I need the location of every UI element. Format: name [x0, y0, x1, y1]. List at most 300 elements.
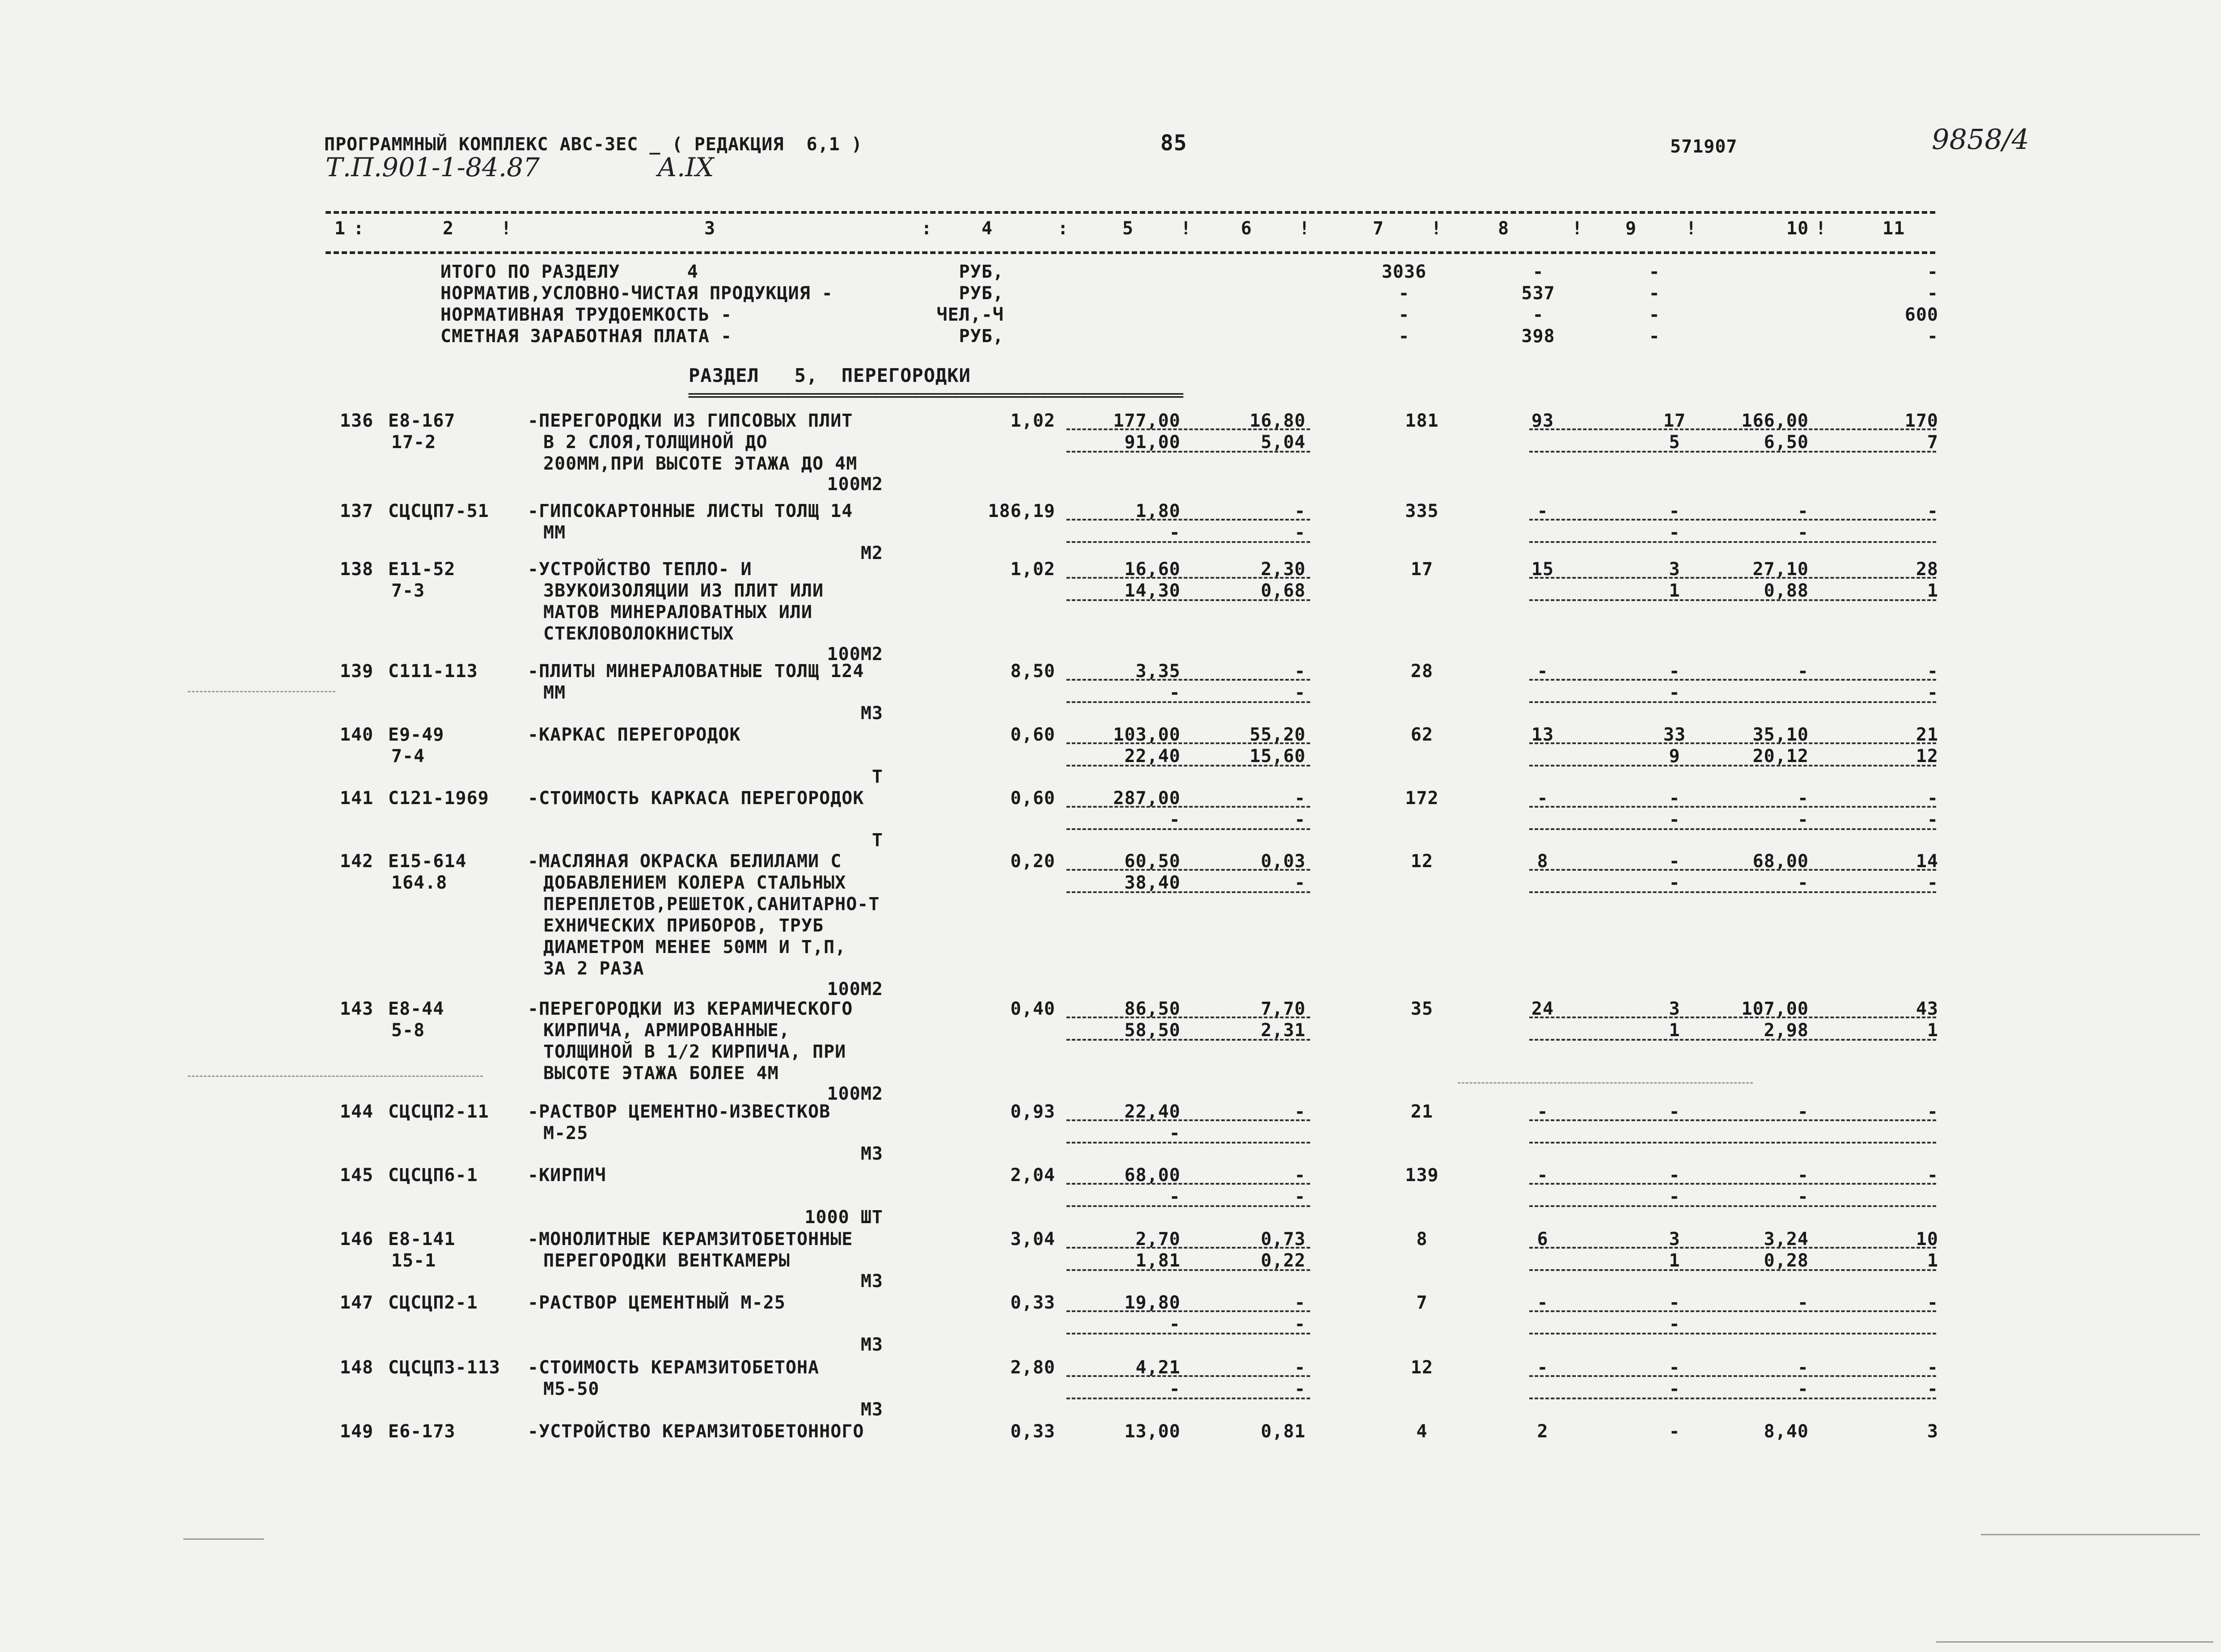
row-separator — [1529, 1269, 1936, 1271]
row-description: -СТОИМОСТЬ КЕРАМЗИТОБЕТОНА — [528, 1357, 820, 1378]
row-col10: 166,00 — [1741, 411, 1809, 431]
row-description: М5-50 — [543, 1379, 600, 1399]
row-col10-secondary: - — [1797, 873, 1809, 893]
summary-col9: - — [1649, 326, 1660, 347]
row-separator — [1529, 828, 1936, 830]
row-code: Е15-614 — [388, 851, 467, 872]
row-number: 143 — [340, 999, 374, 1019]
row-col10-secondary: - — [1797, 1186, 1809, 1207]
row-col6: 55,20 — [1249, 724, 1306, 745]
row-col5-secondary: 14,30 — [1124, 580, 1180, 601]
column-header-cell: ! — [1815, 218, 1827, 239]
row-code: 15-1 — [391, 1250, 436, 1271]
row-col11-secondary: - — [1927, 809, 1938, 830]
row-col11-secondary: - — [1927, 873, 1938, 893]
row-col6-secondary: - — [1294, 1314, 1306, 1334]
row-col5: 19,80 — [1124, 1292, 1180, 1313]
row-col8: - — [1537, 788, 1548, 809]
summary-col7: - — [1398, 305, 1410, 325]
row-code: 5-8 — [391, 1020, 425, 1041]
row-col8: - — [1537, 1101, 1548, 1122]
row-code: Е6-173 — [388, 1421, 456, 1442]
row-col6: - — [1294, 1165, 1306, 1186]
row-separator — [1529, 1039, 1936, 1041]
row-col9-secondary: - — [1669, 1314, 1680, 1334]
summary-label: ИТОГО ПО РАЗДЕЛУ 4 — [440, 262, 698, 282]
row-col10: - — [1797, 1165, 1809, 1186]
row-description: ЗВУКОИЗОЛЯЦИИ ИЗ ПЛИТ ИЛИ — [543, 580, 824, 601]
row-col6: 2,30 — [1261, 559, 1306, 580]
row-separator — [1066, 577, 1310, 579]
row-separator — [1066, 742, 1310, 744]
row-col11: 21 — [1916, 724, 1938, 745]
row-separator — [1066, 428, 1310, 430]
row-code: 17-2 — [391, 432, 436, 453]
row-code: СЦСЦП2-1 — [388, 1292, 478, 1313]
row-separator — [1529, 1205, 1936, 1207]
row-col11-secondary: - — [1927, 682, 1938, 703]
row-col8: - — [1537, 661, 1548, 682]
summary-col11: - — [1927, 262, 1938, 282]
column-header-cell: 10 — [1786, 218, 1809, 239]
row-col11: 43 — [1916, 999, 1938, 1019]
row-description: -ПЕРЕГОРОДКИ ИЗ ГИПСОВЫХ ПЛИТ — [528, 411, 853, 431]
row-col6-secondary: 0,68 — [1261, 580, 1306, 601]
row-separator — [1066, 1333, 1310, 1334]
row-col5-secondary: - — [1169, 809, 1180, 830]
row-col10-secondary: - — [1797, 522, 1809, 543]
row-separator — [1066, 869, 1310, 871]
row-separator — [1529, 451, 1936, 453]
row-col10: - — [1797, 661, 1809, 682]
row-description: ВЫСОТЕ ЭТАЖА БОЛЕЕ 4М — [543, 1063, 779, 1084]
row-col7: 28 — [1410, 661, 1434, 682]
summary-col9: - — [1649, 262, 1660, 282]
row-separator — [1066, 1039, 1310, 1041]
row-separator — [1529, 1333, 1936, 1334]
row-separator — [1066, 806, 1310, 808]
row-col6-secondary: - — [1294, 873, 1306, 893]
row-description: -ГИПСОКАРТОННЫЕ ЛИСТЫ ТОЛЩ 14 — [528, 501, 853, 521]
row-col5: 13,00 — [1124, 1421, 1180, 1442]
row-col6: - — [1294, 501, 1306, 521]
row-description: ЕХНИЧЕСКИХ ПРИБОРОВ, ТРУБ — [543, 915, 824, 936]
row-col11: - — [1927, 1101, 1938, 1122]
row-quantity: 0,20 — [1010, 851, 1055, 872]
row-col8: - — [1537, 1165, 1548, 1186]
row-number: 136 — [340, 411, 374, 431]
row-separator — [1529, 701, 1936, 703]
row-col6-secondary: - — [1294, 1186, 1306, 1207]
column-header-cell: ! — [1299, 218, 1311, 239]
row-col6: - — [1294, 661, 1306, 682]
row-number: 142 — [340, 851, 374, 872]
row-code: 7-4 — [391, 746, 425, 767]
row-unit: Т — [871, 830, 883, 851]
scan-mark — [188, 691, 335, 692]
row-description: -СТОИМОСТЬ КАРКАСА ПЕРЕГОРОДОК — [528, 788, 864, 809]
row-col10: 68,00 — [1752, 851, 1809, 872]
row-quantity: 2,80 — [1010, 1357, 1055, 1378]
row-col6: 16,80 — [1249, 411, 1306, 431]
row-description: -МАСЛЯНАЯ ОКРАСКА БЕЛИЛАМИ С — [528, 851, 842, 872]
row-col9: - — [1669, 788, 1680, 809]
row-col7: 335 — [1405, 501, 1439, 521]
row-quantity: 1,02 — [1010, 559, 1055, 580]
summary-col7: - — [1398, 326, 1410, 347]
row-col9-secondary: 1 — [1669, 1250, 1680, 1271]
row-quantity: 0,93 — [1010, 1101, 1055, 1122]
row-code: 164.8 — [391, 873, 448, 893]
summary-col8: 398 — [1521, 326, 1555, 347]
row-number: 140 — [340, 724, 374, 745]
row-separator — [1529, 806, 1936, 808]
column-header-cell: ! — [1180, 218, 1192, 239]
row-col10: - — [1797, 1292, 1809, 1313]
row-col9: 3 — [1669, 1229, 1680, 1250]
row-unit: М3 — [860, 1334, 883, 1355]
column-header-cell: 11 — [1883, 218, 1905, 239]
row-unit: 1000 ШТ — [804, 1207, 883, 1228]
summary-col9: - — [1649, 283, 1660, 304]
row-separator — [1066, 679, 1310, 681]
row-description: -УСТРОЙСТВО ТЕПЛО- И — [528, 559, 752, 580]
row-separator — [1066, 599, 1310, 601]
row-number: 147 — [340, 1292, 374, 1313]
row-col6-secondary: - — [1294, 1379, 1306, 1399]
row-description: -ПЛИТЫ МИНЕРАЛОВАТНЫЕ ТОЛЩ 124 — [528, 661, 864, 682]
row-separator — [1529, 1398, 1936, 1399]
scan-mark — [1981, 1534, 2200, 1535]
row-col10-secondary: 20,12 — [1752, 746, 1809, 767]
column-header-cell: 6 — [1241, 218, 1252, 239]
column-header-cell: 2 — [443, 218, 454, 239]
row-col9-secondary: 5 — [1669, 432, 1680, 453]
summary-label: НОРМАТИВНАЯ ТРУДОЕМКОСТЬ - — [440, 305, 732, 325]
row-number: 138 — [340, 559, 374, 580]
row-col8: 24 — [1531, 999, 1554, 1019]
row-col11-secondary: 12 — [1916, 746, 1938, 767]
summary-label: СМЕТНАЯ ЗАРАБОТНАЯ ПЛАТА - — [440, 326, 732, 347]
summary-col7: - — [1398, 283, 1410, 304]
row-col11: - — [1927, 1165, 1938, 1186]
row-col10-secondary: 6,50 — [1764, 432, 1809, 453]
row-col10: 3,24 — [1764, 1229, 1809, 1250]
row-quantity: 2,04 — [1010, 1165, 1055, 1186]
row-col6-secondary: - — [1294, 682, 1306, 703]
row-col9: - — [1669, 1101, 1680, 1122]
row-col6: 0,81 — [1261, 1421, 1306, 1442]
row-col10: 35,10 — [1752, 724, 1809, 745]
row-col11-secondary: 1 — [1927, 1250, 1938, 1271]
page-number: 85 — [1160, 131, 1187, 156]
summary-col8: - — [1532, 305, 1544, 325]
row-quantity: 8,50 — [1010, 661, 1055, 682]
row-col7: 12 — [1410, 851, 1434, 872]
row-col8: 2 — [1537, 1421, 1548, 1442]
row-unit: 100М2 — [827, 1084, 883, 1104]
row-unit: Т — [871, 767, 883, 787]
row-separator — [1066, 828, 1310, 830]
row-description: МАТОВ МИНЕРАЛОВАТНЫХ ИЛИ — [543, 602, 812, 623]
scan-mark — [183, 1538, 264, 1540]
row-col6: 0,03 — [1261, 851, 1306, 872]
row-col10: - — [1797, 1357, 1809, 1378]
row-separator — [1066, 519, 1310, 521]
row-col5: 60,50 — [1124, 851, 1180, 872]
summary-col8: - — [1532, 262, 1544, 282]
row-separator — [1529, 1247, 1936, 1249]
row-col5: 22,40 — [1124, 1101, 1180, 1122]
row-col8: 15 — [1531, 559, 1554, 580]
row-col7: 172 — [1405, 788, 1439, 809]
header-rule-top — [326, 211, 1935, 214]
row-col7: 8 — [1416, 1229, 1428, 1250]
row-col6-secondary: 15,60 — [1249, 746, 1306, 767]
row-separator — [1066, 765, 1310, 767]
row-col9: - — [1669, 501, 1680, 521]
row-description: ТОЛЩИНОЙ В 1/2 КИРПИЧА, ПРИ — [543, 1042, 846, 1062]
column-header-cell: : — [921, 218, 933, 239]
row-number: 137 — [340, 501, 374, 521]
row-separator — [1066, 1310, 1310, 1312]
row-col11: - — [1927, 1357, 1938, 1378]
row-col5: 3,35 — [1135, 661, 1180, 682]
row-separator — [1066, 1142, 1310, 1144]
row-col9-secondary: - — [1669, 809, 1680, 830]
row-col5: 103,00 — [1113, 724, 1180, 745]
row-col7: 62 — [1410, 724, 1434, 745]
row-col9-secondary: - — [1669, 1379, 1680, 1399]
row-col5-secondary: 1,81 — [1135, 1250, 1180, 1271]
row-number: 141 — [340, 788, 374, 809]
row-col5-secondary: - — [1169, 522, 1180, 543]
summary-unit: РУБ, — [959, 262, 1004, 282]
row-col9-secondary: - — [1669, 682, 1680, 703]
row-col7: 139 — [1405, 1165, 1439, 1186]
row-col5-secondary: - — [1169, 682, 1180, 703]
row-col10-secondary: - — [1797, 1379, 1809, 1399]
column-header-cell: 5 — [1122, 218, 1134, 239]
row-col11: - — [1927, 501, 1938, 521]
row-col8: - — [1537, 1357, 1548, 1378]
row-code: Е9-49 — [388, 724, 444, 745]
row-unit: 100М2 — [827, 979, 883, 1000]
summary-unit: РУБ, — [959, 283, 1004, 304]
row-description: В 2 СЛОЯ,ТОЛЩИНОЙ ДО — [543, 432, 768, 453]
row-col9: 3 — [1669, 559, 1680, 580]
row-separator — [1066, 1183, 1310, 1185]
row-col5: 177,00 — [1113, 411, 1180, 431]
row-col9: - — [1669, 1421, 1680, 1442]
row-separator — [1066, 1269, 1310, 1271]
row-unit: М3 — [860, 1399, 883, 1420]
scan-mark — [1936, 1641, 2213, 1643]
row-code: С121-1969 — [388, 788, 489, 809]
row-separator — [1529, 869, 1936, 871]
row-col8: 6 — [1537, 1229, 1548, 1250]
row-separator — [1529, 577, 1936, 579]
column-header-cell: ! — [1686, 218, 1697, 239]
row-col8: - — [1537, 501, 1548, 521]
row-col9-secondary: - — [1669, 1186, 1680, 1207]
scan-mark — [188, 1076, 483, 1077]
row-col5-secondary: 91,00 — [1124, 432, 1180, 453]
row-col5: 1,80 — [1135, 501, 1180, 521]
row-col9-secondary: 9 — [1669, 746, 1680, 767]
row-description: 200ММ,ПРИ ВЫСОТЕ ЭТАЖА ДО 4М — [543, 453, 858, 474]
row-quantity: 186,19 — [988, 501, 1055, 521]
row-quantity: 1,02 — [1010, 411, 1055, 431]
row-code: СЦСЦП3-113 — [388, 1357, 500, 1378]
row-description: -ПЕРЕГОРОДКИ ИЗ КЕРАМИЧЕСКОГО — [528, 999, 853, 1019]
column-header-cell: ! — [1572, 218, 1583, 239]
row-col11: 14 — [1916, 851, 1938, 872]
column-header-cell: : — [353, 218, 365, 239]
row-col6: - — [1294, 1101, 1306, 1122]
document-code: 571907 — [1670, 136, 1738, 157]
row-col11: 28 — [1916, 559, 1938, 580]
row-col6-secondary: 2,31 — [1261, 1020, 1306, 1041]
row-col6-secondary: - — [1294, 522, 1306, 543]
row-col11-secondary: 7 — [1927, 432, 1938, 453]
row-code: С111-113 — [388, 661, 478, 682]
row-code: Е8-167 — [388, 411, 456, 431]
row-number: 146 — [340, 1229, 374, 1250]
summary-col9: - — [1649, 305, 1660, 325]
row-description: ДИАМЕТРОМ МЕНЕЕ 50ММ И Т,П, — [543, 937, 846, 957]
row-quantity: 0,33 — [1010, 1292, 1055, 1313]
column-header-cell: : — [1058, 218, 1069, 239]
row-col10: - — [1797, 501, 1809, 521]
row-description: -РАСТВОР ЦЕМЕНТНО-ИЗВЕСТКОВ — [528, 1101, 831, 1122]
row-col6: - — [1294, 788, 1306, 809]
row-col11: 3 — [1927, 1421, 1938, 1442]
row-code: Е8-44 — [388, 999, 444, 1019]
column-header-cell: 8 — [1498, 218, 1510, 239]
column-header-cell: 1 — [334, 218, 346, 239]
row-col9: - — [1669, 661, 1680, 682]
row-description: ПЕРЕГОРОДКИ ВЕНТКАМЕРЫ — [543, 1250, 790, 1271]
row-col9: - — [1669, 1357, 1680, 1378]
row-col5-secondary: - — [1169, 1379, 1180, 1399]
row-col8: 8 — [1537, 851, 1548, 872]
program-header: ПРОГРАММНЫЙ КОМПЛЕКС АВС-ЗЕС _ ( РЕДАКЦИЯ 6,1 ) — [324, 134, 863, 155]
row-code: СЦСЦП2-11 — [388, 1101, 489, 1122]
row-description: -УСТРОЙСТВО КЕРАМЗИТОБЕТОННОГО — [528, 1421, 864, 1442]
row-col9: 17 — [1663, 411, 1686, 431]
row-col11-secondary: 1 — [1927, 1020, 1938, 1041]
row-separator — [1529, 679, 1936, 681]
row-col6-secondary: - — [1294, 809, 1306, 830]
row-col11: - — [1927, 661, 1938, 682]
row-col7: 12 — [1410, 1357, 1434, 1378]
row-quantity: 0,33 — [1010, 1421, 1055, 1442]
row-separator — [1529, 541, 1936, 543]
row-col7: 17 — [1410, 559, 1434, 580]
row-separator — [1066, 1375, 1310, 1377]
row-separator — [1066, 891, 1310, 893]
row-description: -КИРПИЧ — [528, 1165, 606, 1186]
row-col10-secondary: - — [1797, 809, 1809, 830]
row-col5-secondary: - — [1169, 1314, 1180, 1334]
row-separator — [1066, 701, 1310, 703]
column-header-cell: 3 — [704, 218, 716, 239]
row-separator — [1529, 599, 1936, 601]
row-col7: 181 — [1405, 411, 1439, 431]
row-code: СЦСЦП7-51 — [388, 501, 489, 521]
row-col11-secondary: 1 — [1927, 580, 1938, 601]
row-description: -МОНОЛИТНЫЕ КЕРАМЗИТОБЕТОННЫЕ — [528, 1229, 853, 1250]
row-col5-secondary: 38,40 — [1124, 873, 1180, 893]
row-col10: 8,40 — [1764, 1421, 1809, 1442]
row-separator — [1066, 1119, 1310, 1121]
row-separator — [1529, 428, 1936, 430]
row-col9: - — [1669, 851, 1680, 872]
summary-label: НОРМАТИВ,УСЛОВНО-ЧИСТАЯ ПРОДУКЦИЯ - — [440, 283, 833, 304]
scan-mark — [1458, 1082, 1753, 1084]
row-col11: - — [1927, 788, 1938, 809]
row-col6: - — [1294, 1292, 1306, 1313]
row-description: КИРПИЧА, АРМИРОВАННЫЕ, — [543, 1020, 790, 1041]
row-description: ММ — [543, 682, 566, 703]
summary-unit: ЧЕЛ,-Ч — [936, 305, 1004, 325]
row-col10-secondary: 2,98 — [1764, 1020, 1809, 1041]
row-quantity: 0,40 — [1010, 999, 1055, 1019]
row-col10: 107,00 — [1741, 999, 1809, 1019]
row-col8: - — [1537, 1292, 1548, 1313]
row-number: 149 — [340, 1421, 374, 1442]
summary-unit: РУБ, — [959, 326, 1004, 347]
row-code: Е8-141 — [388, 1229, 456, 1250]
row-col6: 0,73 — [1261, 1229, 1306, 1250]
row-separator — [1066, 1247, 1310, 1249]
column-header-cell: 9 — [1625, 218, 1637, 239]
row-description: ДОБАВЛЕНИЕМ КОЛЕРА СТАЛЬНЫХ — [543, 873, 846, 893]
row-col5: 287,00 — [1113, 788, 1180, 809]
row-separator — [1529, 1119, 1936, 1121]
album-number: А.IX — [657, 152, 714, 182]
row-description: СТЕКЛОВОЛОКНИСТЫХ — [543, 623, 734, 644]
section-title-underline: ══════════════════════════════════════════════════ — [689, 385, 1183, 406]
row-unit: 100М2 — [827, 474, 883, 495]
row-code: Е11-52 — [388, 559, 456, 580]
row-col5-secondary: - — [1169, 1186, 1180, 1207]
row-col8: 13 — [1531, 724, 1554, 745]
row-separator — [1529, 1183, 1936, 1185]
row-col5: 68,00 — [1124, 1165, 1180, 1186]
row-col9-secondary: 1 — [1669, 1020, 1680, 1041]
row-separator — [1066, 1017, 1310, 1018]
row-number: 144 — [340, 1101, 374, 1122]
summary-col11: - — [1927, 326, 1938, 347]
row-separator — [1529, 891, 1936, 893]
row-col9: 3 — [1669, 999, 1680, 1019]
row-col7: 7 — [1416, 1292, 1428, 1313]
row-col9: - — [1669, 1292, 1680, 1313]
row-separator — [1529, 1142, 1936, 1144]
row-col5: 16,60 — [1124, 559, 1180, 580]
row-col10-secondary: 0,28 — [1764, 1250, 1809, 1271]
row-col5-secondary: 22,40 — [1124, 746, 1180, 767]
row-separator — [1066, 1398, 1310, 1399]
row-col9-secondary: 1 — [1669, 580, 1680, 601]
row-unit: М3 — [860, 703, 883, 724]
row-unit: М3 — [860, 1271, 883, 1292]
row-number: 145 — [340, 1165, 374, 1186]
project-number: Т.П.901-1-84.87 — [326, 152, 540, 182]
row-col5: 2,70 — [1135, 1229, 1180, 1250]
